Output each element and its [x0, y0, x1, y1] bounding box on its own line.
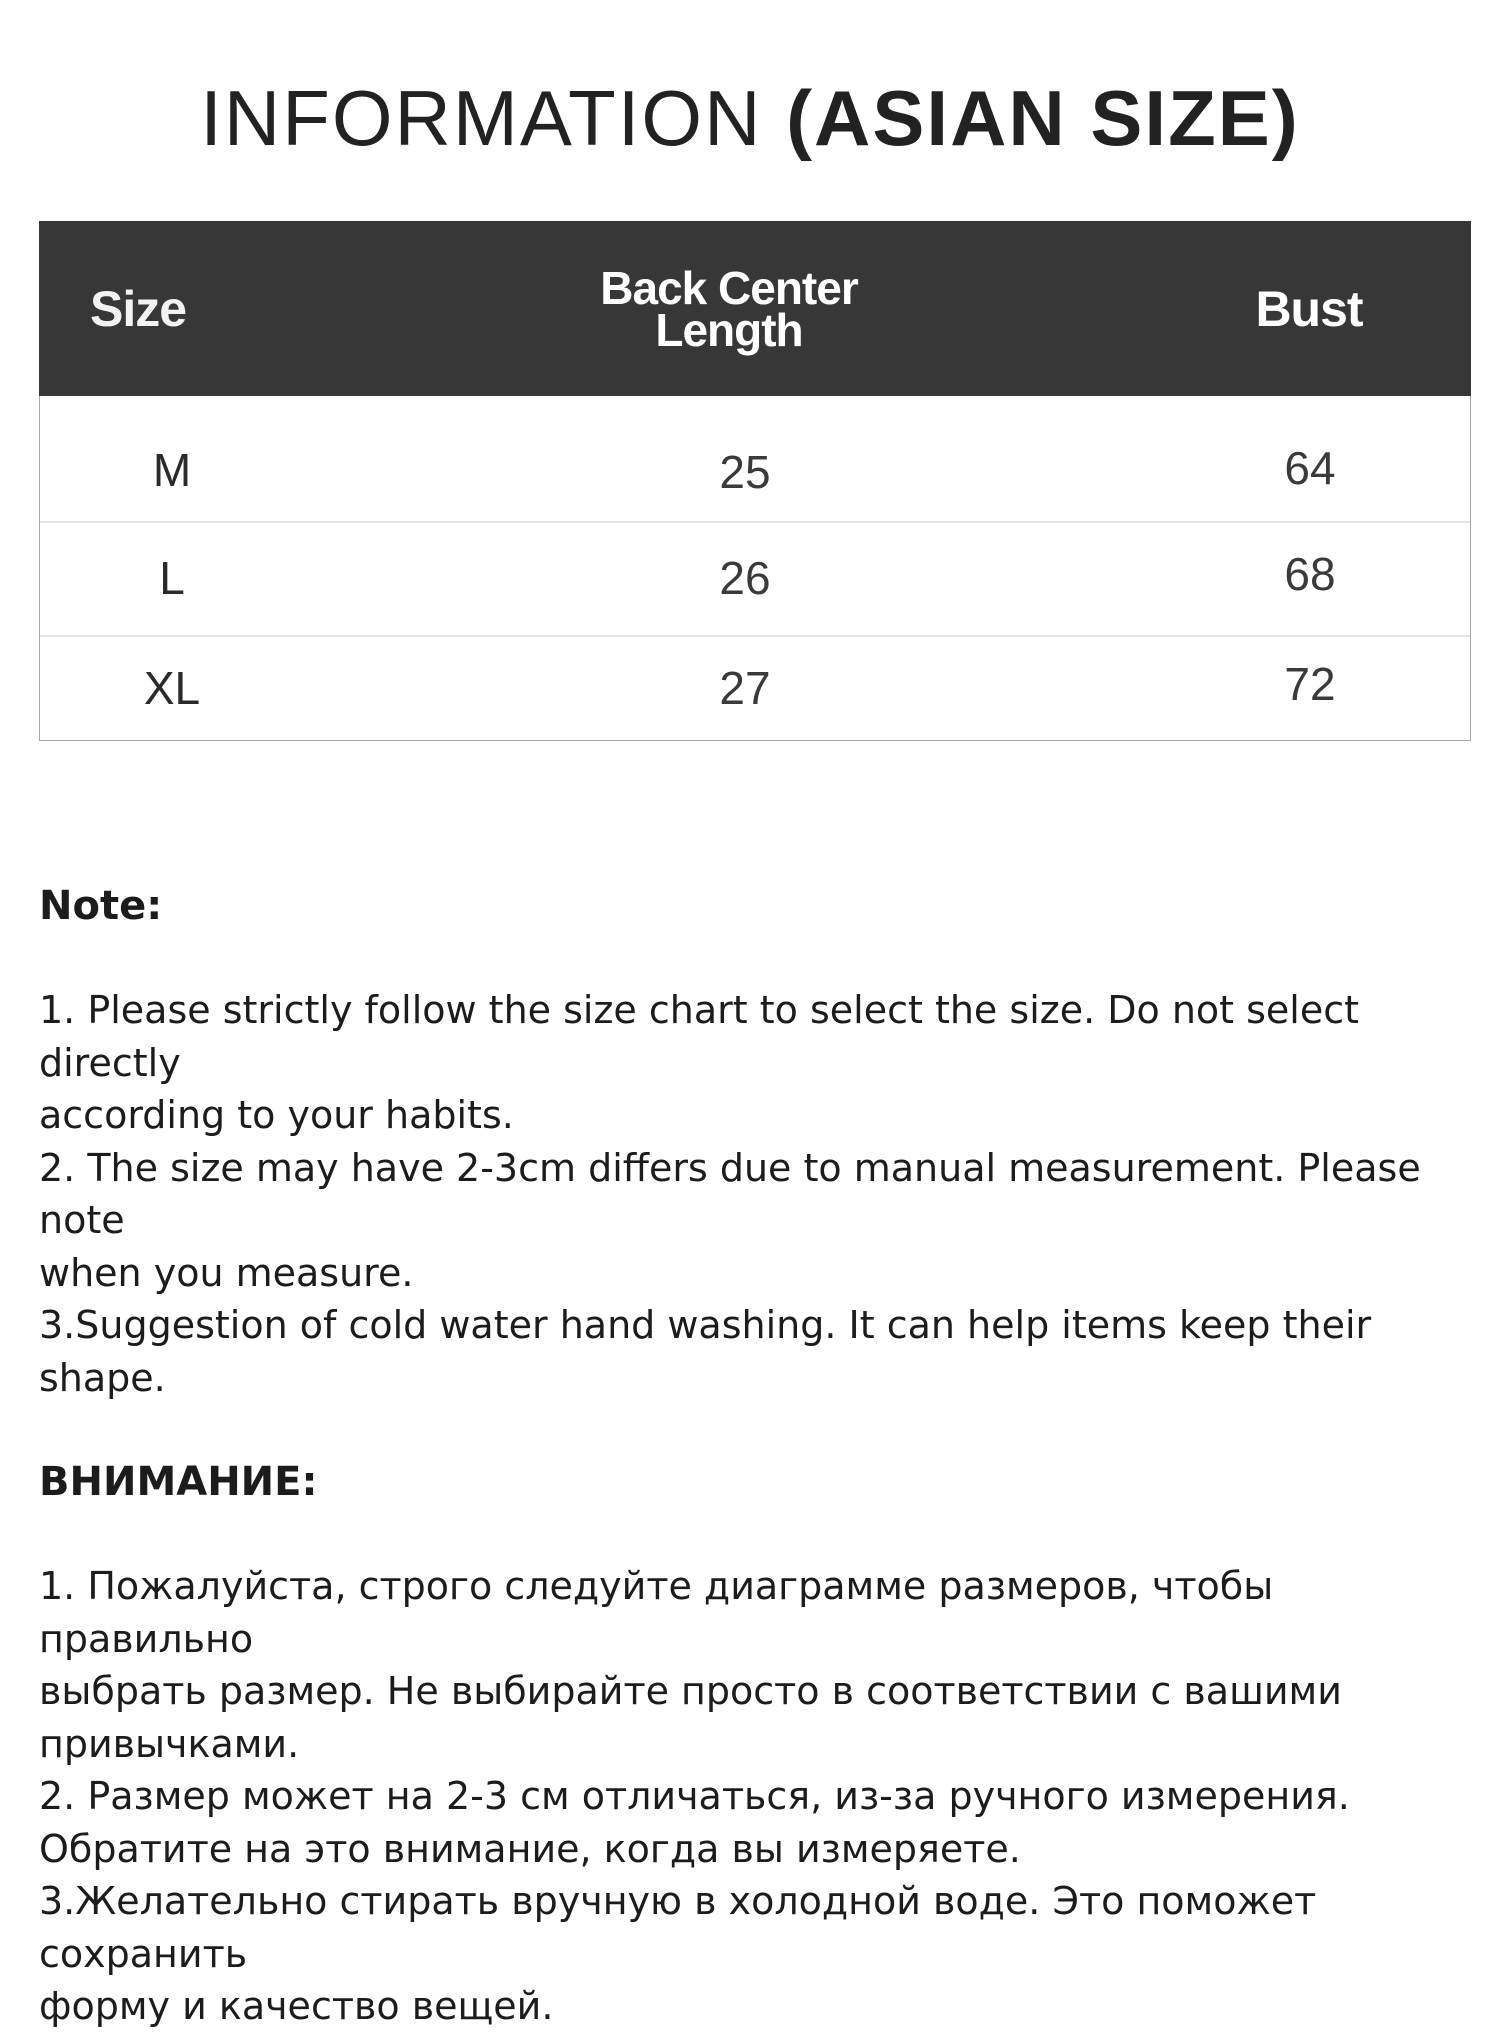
cell-size: XL: [143, 662, 201, 714]
note-item-2: 2. The size may have 2-3cm differs due to manual measurement. Please note when you measure.: [39, 1145, 1421, 1295]
table-row: [40, 397, 1470, 505]
column-header-back-center-length: [479, 221, 979, 396]
spacer: [39, 1508, 1479, 1560]
attention-item-2: 2. Размер может на 2-3 см отличаться, из-за ручного измерения. Обратите на это внимание, когда вы измеряете.: [39, 1774, 1350, 1871]
column-header-back-line1: Back Center: [600, 261, 858, 314]
cell-back-center-length: 25: [719, 446, 771, 498]
page-title-asian-size: (ASIAN SIZE): [786, 74, 1300, 162]
attention-heading: ВНИМАНИЕ:: [39, 1459, 318, 1505]
cell-size: M: [152, 444, 192, 496]
note-item-1: 1. Please strictly follow the size chart to select the size. Do not select directly according to your habits.: [39, 988, 1360, 1137]
cell-back-center-length: 27: [719, 662, 771, 714]
attention-item-3: 3.Желательно стирать вручную в холодной воде. Это поможет сохранить форму и качество вещей.: [39, 1879, 1317, 2028]
cell-bust: 72: [1284, 658, 1336, 710]
spacer: [39, 932, 1479, 984]
page-title: [0, 70, 1500, 166]
column-header-back-line2: Length: [655, 303, 803, 356]
cell-size: L: [159, 552, 185, 604]
column-header-bust: Bust: [1255, 280, 1363, 337]
cell-bust: 64: [1284, 442, 1336, 494]
table-header: [39, 221, 1471, 396]
table-row: [40, 523, 1470, 631]
note-item-3: 3.Suggestion of cold water hand washing. It can help items keep their shape.: [39, 1303, 1372, 1400]
column-header-size: Size: [90, 280, 187, 337]
table-row: [40, 637, 1470, 745]
page-title-main: INFORMATION: [200, 74, 787, 162]
size-table: [39, 221, 1471, 741]
cell-back-center-length: 26: [719, 552, 771, 604]
notes-section: [39, 880, 1479, 2033]
note-heading: Note:: [39, 883, 163, 929]
attention-item-1: 1. Пожалуйста, строго следуйте диаграмме размеров, чтобы правильно выбрать размер. Не выбирайте просто в соответствии с вашими привычками.: [39, 1564, 1342, 1766]
spacer: [39, 1404, 1479, 1456]
cell-bust: 68: [1284, 548, 1336, 600]
